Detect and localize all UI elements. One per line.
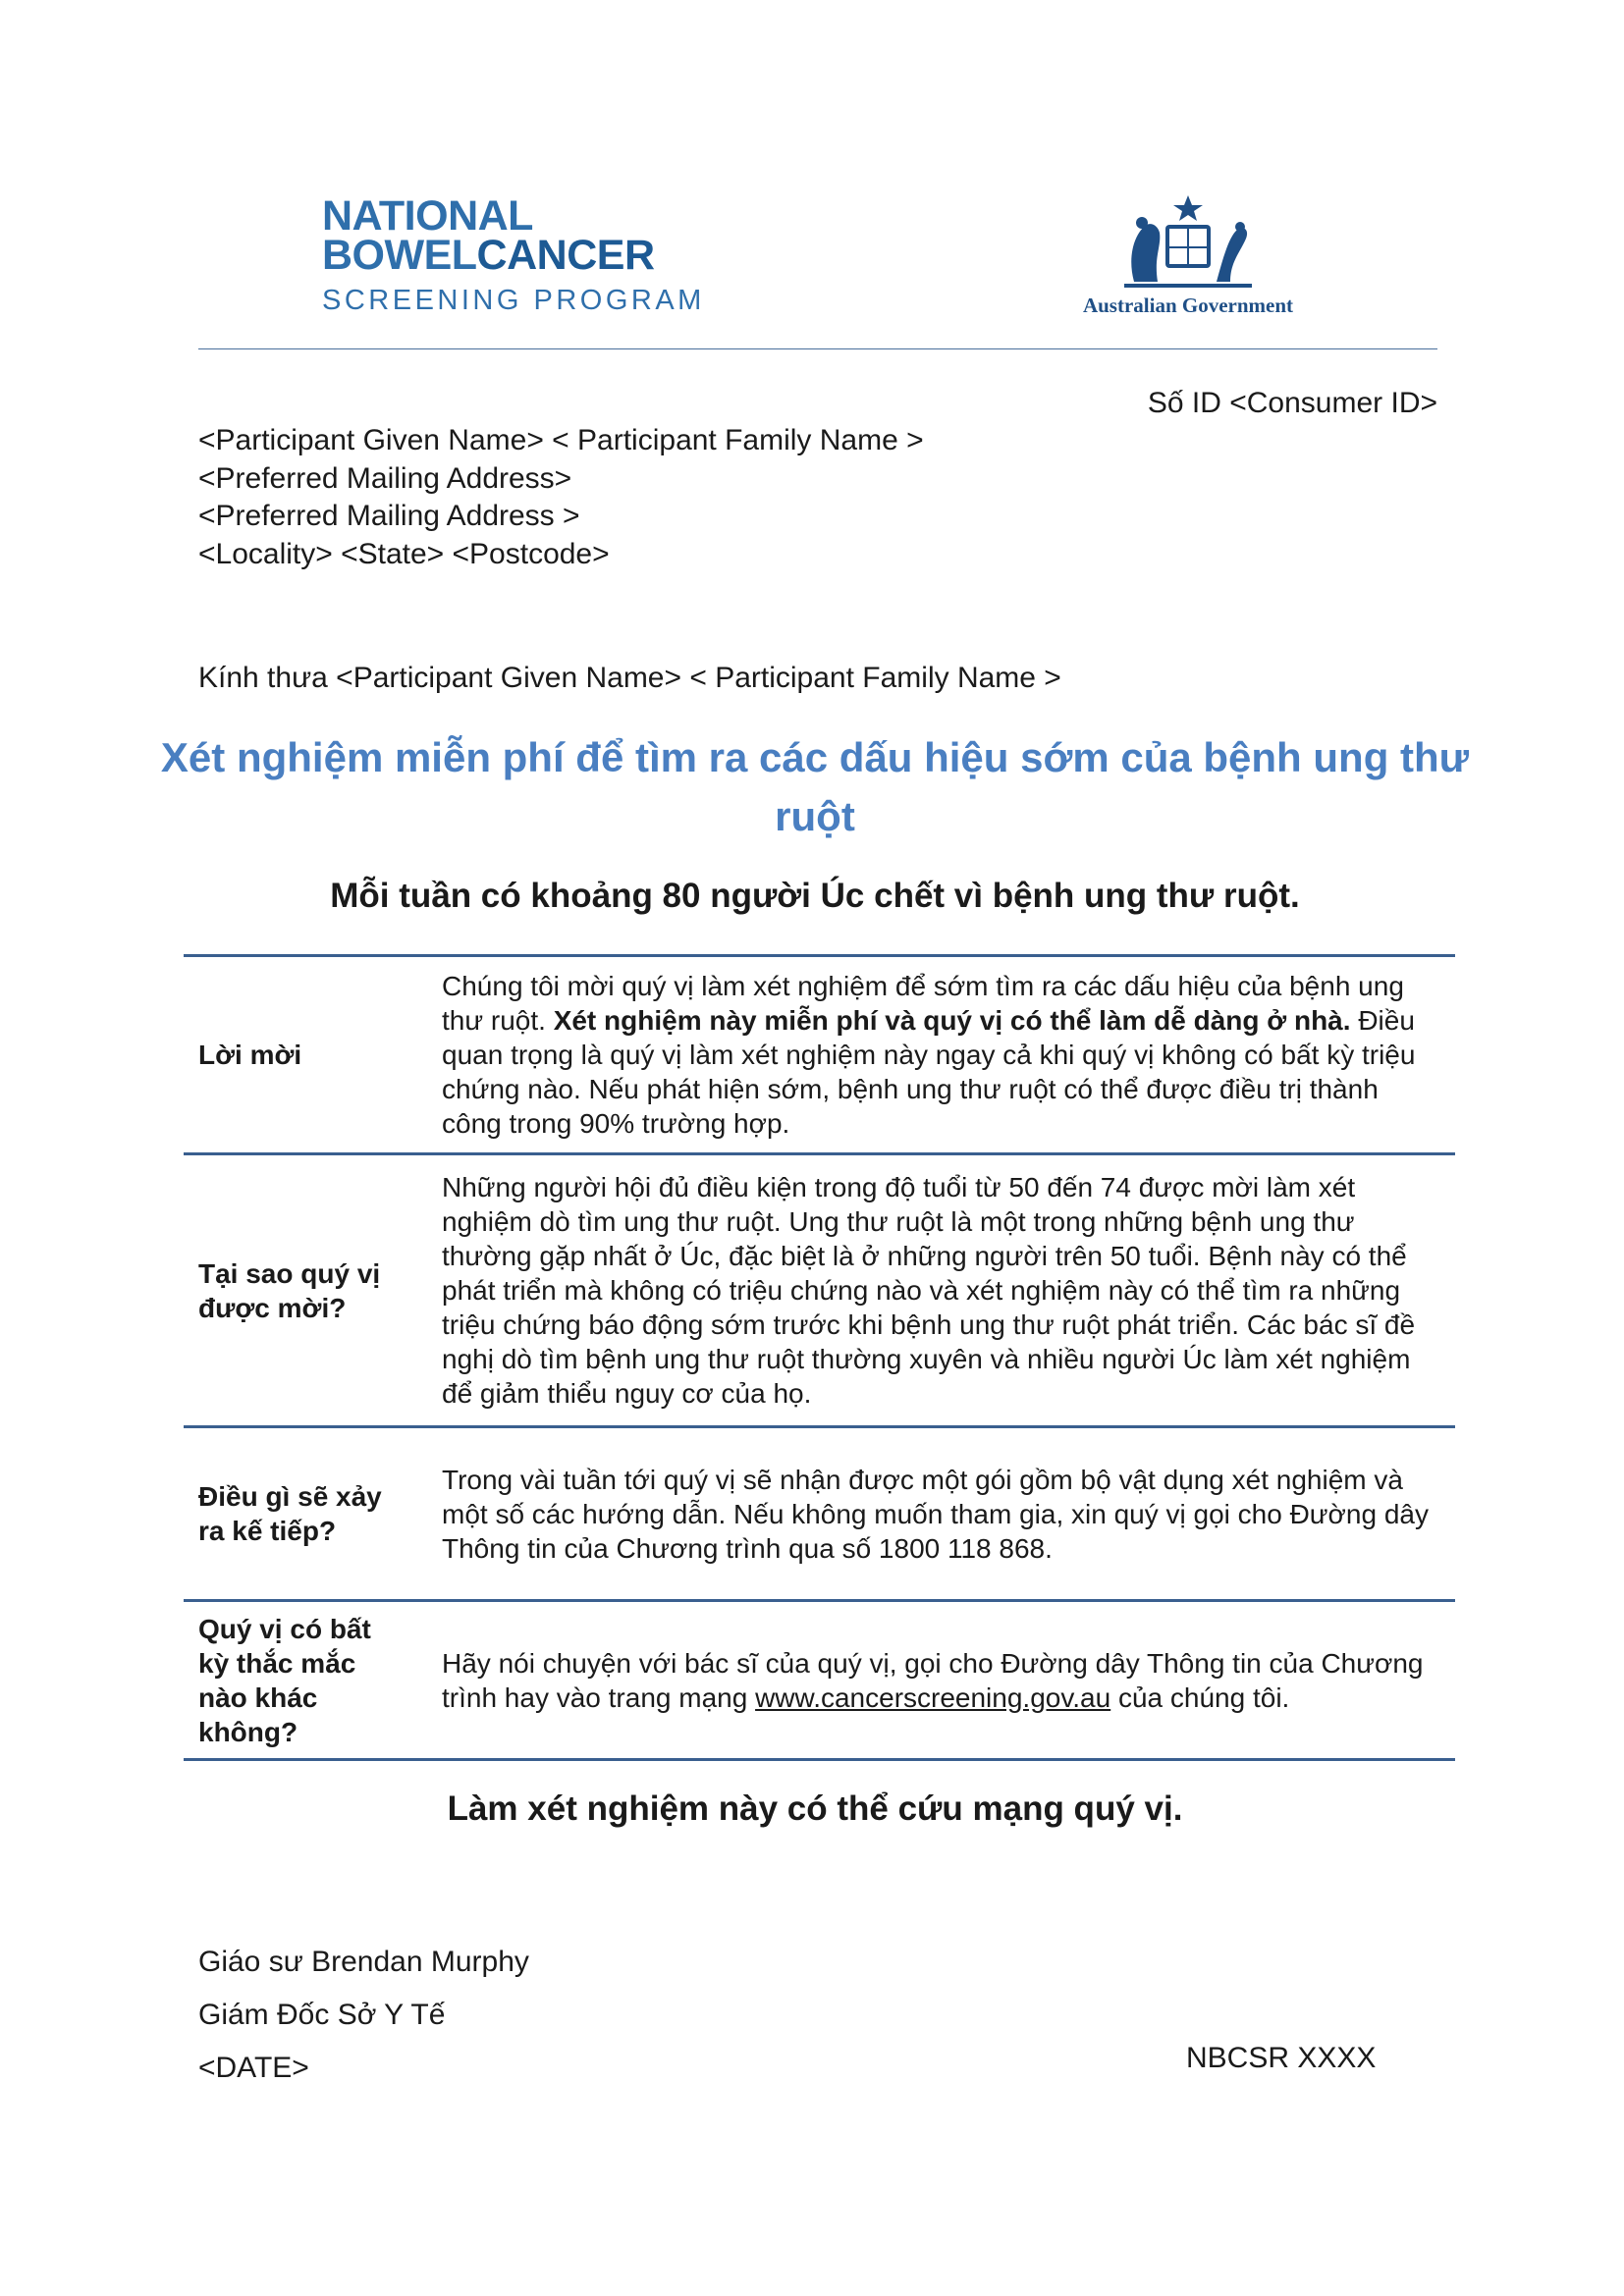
row-label: Điều gì sẽ xảy ra kế tiếp? xyxy=(198,1481,382,1546)
row-text xyxy=(409,1601,1455,1760)
logo-line-screening: SCREENING PROGRAM xyxy=(322,285,705,316)
row-label: Lời mời xyxy=(198,1040,302,1070)
government-name: Australian Government xyxy=(1082,294,1294,317)
logo-line-bowel-cancer xyxy=(322,232,695,279)
table-row xyxy=(184,1601,1455,1760)
website-link[interactable]: www.cancerscreening.gov.au xyxy=(755,1682,1111,1713)
government-logo xyxy=(1060,191,1316,318)
row-text xyxy=(409,956,1455,1154)
greeting: Kính thưa <Participant Given Name> < Participant Family Name > xyxy=(198,662,1061,694)
row-text-part: Điều quan trọng là quý vị làm xét nghiệm này ngay cả khi quý vị không có bất kỳ triệu chứng nào. Nếu phát hiện sớm, bệnh ung thư ruột có thể được điều trị thành công trong 90% trường hợp. xyxy=(442,1005,1416,1139)
letter-subheading: Mỗi tuần có khoảng 80 người Úc chết vì bệnh ung thư ruột. xyxy=(330,877,1300,915)
table-row xyxy=(184,1154,1455,1427)
row-text-part: của chúng tôi. xyxy=(1110,1682,1290,1713)
row-text-part: Chúng tôi mời quý vị làm xét nghiệm để sớm tìm ra các dấu hiệu của bệnh ung thư ruột. xyxy=(442,971,1404,1036)
row-text: Trong vài tuần tới quý vị sẽ nhận được một gói gồm bộ vật dụng xét nghiệm và một số các hướng dẫn. Nếu không muốn tham gia, xin quý vị gọi cho Đường dây Thông tin của Chương trình qua số 1800 118 868. xyxy=(442,1464,1429,1564)
logo-word-bowel: BOWEL xyxy=(322,232,477,279)
row-text-bold: Xét nghiệm này miễn phí và quý vị có thể làm dễ dàng ở nhà. xyxy=(553,1005,1351,1036)
address-line: <Preferred Mailing Address > xyxy=(198,500,580,532)
reference-code: NBCSR XXXX xyxy=(1186,2042,1377,2074)
info-table xyxy=(184,954,1455,1761)
mailing-address xyxy=(198,422,924,573)
closing-statement: Làm xét nghiệm này có thể cứu mạng quý vị. xyxy=(447,1789,1183,1828)
signatory-title: Giám Đốc Sở Y Tế xyxy=(198,1999,446,2031)
letter-date: <DATE> xyxy=(198,2052,309,2084)
address-line: <Participant Given Name> < Participant Family Name > xyxy=(198,424,924,456)
row-text: Những người hội đủ điều kiện trong độ tuổi từ 50 đến 74 được mời làm xét nghiệm dò tìm ung thư ruột. Ung thư ruột là một trong những bệnh ung thư thường gặp nhất ở Úc, đặc biệt là ở những người trên 50 tuổi. Bệnh này có thể phát triển mà không có triệu chứng nào và xét nghiệm này có thể tìm ra những triệu chứng báo động sớm trước khi bệnh ung thư ruột phát triển. Các bác sĩ đề nghị dò tìm bệnh ung thư ruột thường xuyên và nhiều người Úc làm xét nghiệm để giảm thiểu nguy cơ của họ. xyxy=(442,1172,1416,1409)
signatory-name: Giáo sư Brendan Murphy xyxy=(198,1946,529,1978)
row-text-part: Hãy nói chuyện với bác sĩ của quý vị, gọi cho Đường dây Thông tin của Chương trình hay vào trang mạng xyxy=(442,1647,1424,1713)
letter-headline: Xét nghiệm miễn phí để tìm ra các dấu hiệu sớm của bệnh ung thư ruột xyxy=(160,734,1470,839)
table-row xyxy=(184,1427,1455,1601)
row-label: Quý vị có bất kỳ thắc mắc nào khác không? xyxy=(198,1613,371,1747)
program-logo xyxy=(322,192,705,317)
address-line: <Preferred Mailing Address> xyxy=(198,461,572,495)
logo-line-national: NATIONAL xyxy=(322,192,533,240)
coat-of-arms-icon xyxy=(1114,191,1262,290)
row-label: Tại sao quý vị được mời? xyxy=(198,1257,381,1323)
table-row xyxy=(184,956,1455,1154)
header-divider xyxy=(198,348,1437,349)
address-line: <Locality> <State> <Postcode> xyxy=(198,537,610,570)
logo-word-cancer: CANCER xyxy=(476,232,655,279)
consumer-id: Số ID <Consumer ID> xyxy=(1147,387,1437,419)
signature-block xyxy=(198,1936,529,2095)
